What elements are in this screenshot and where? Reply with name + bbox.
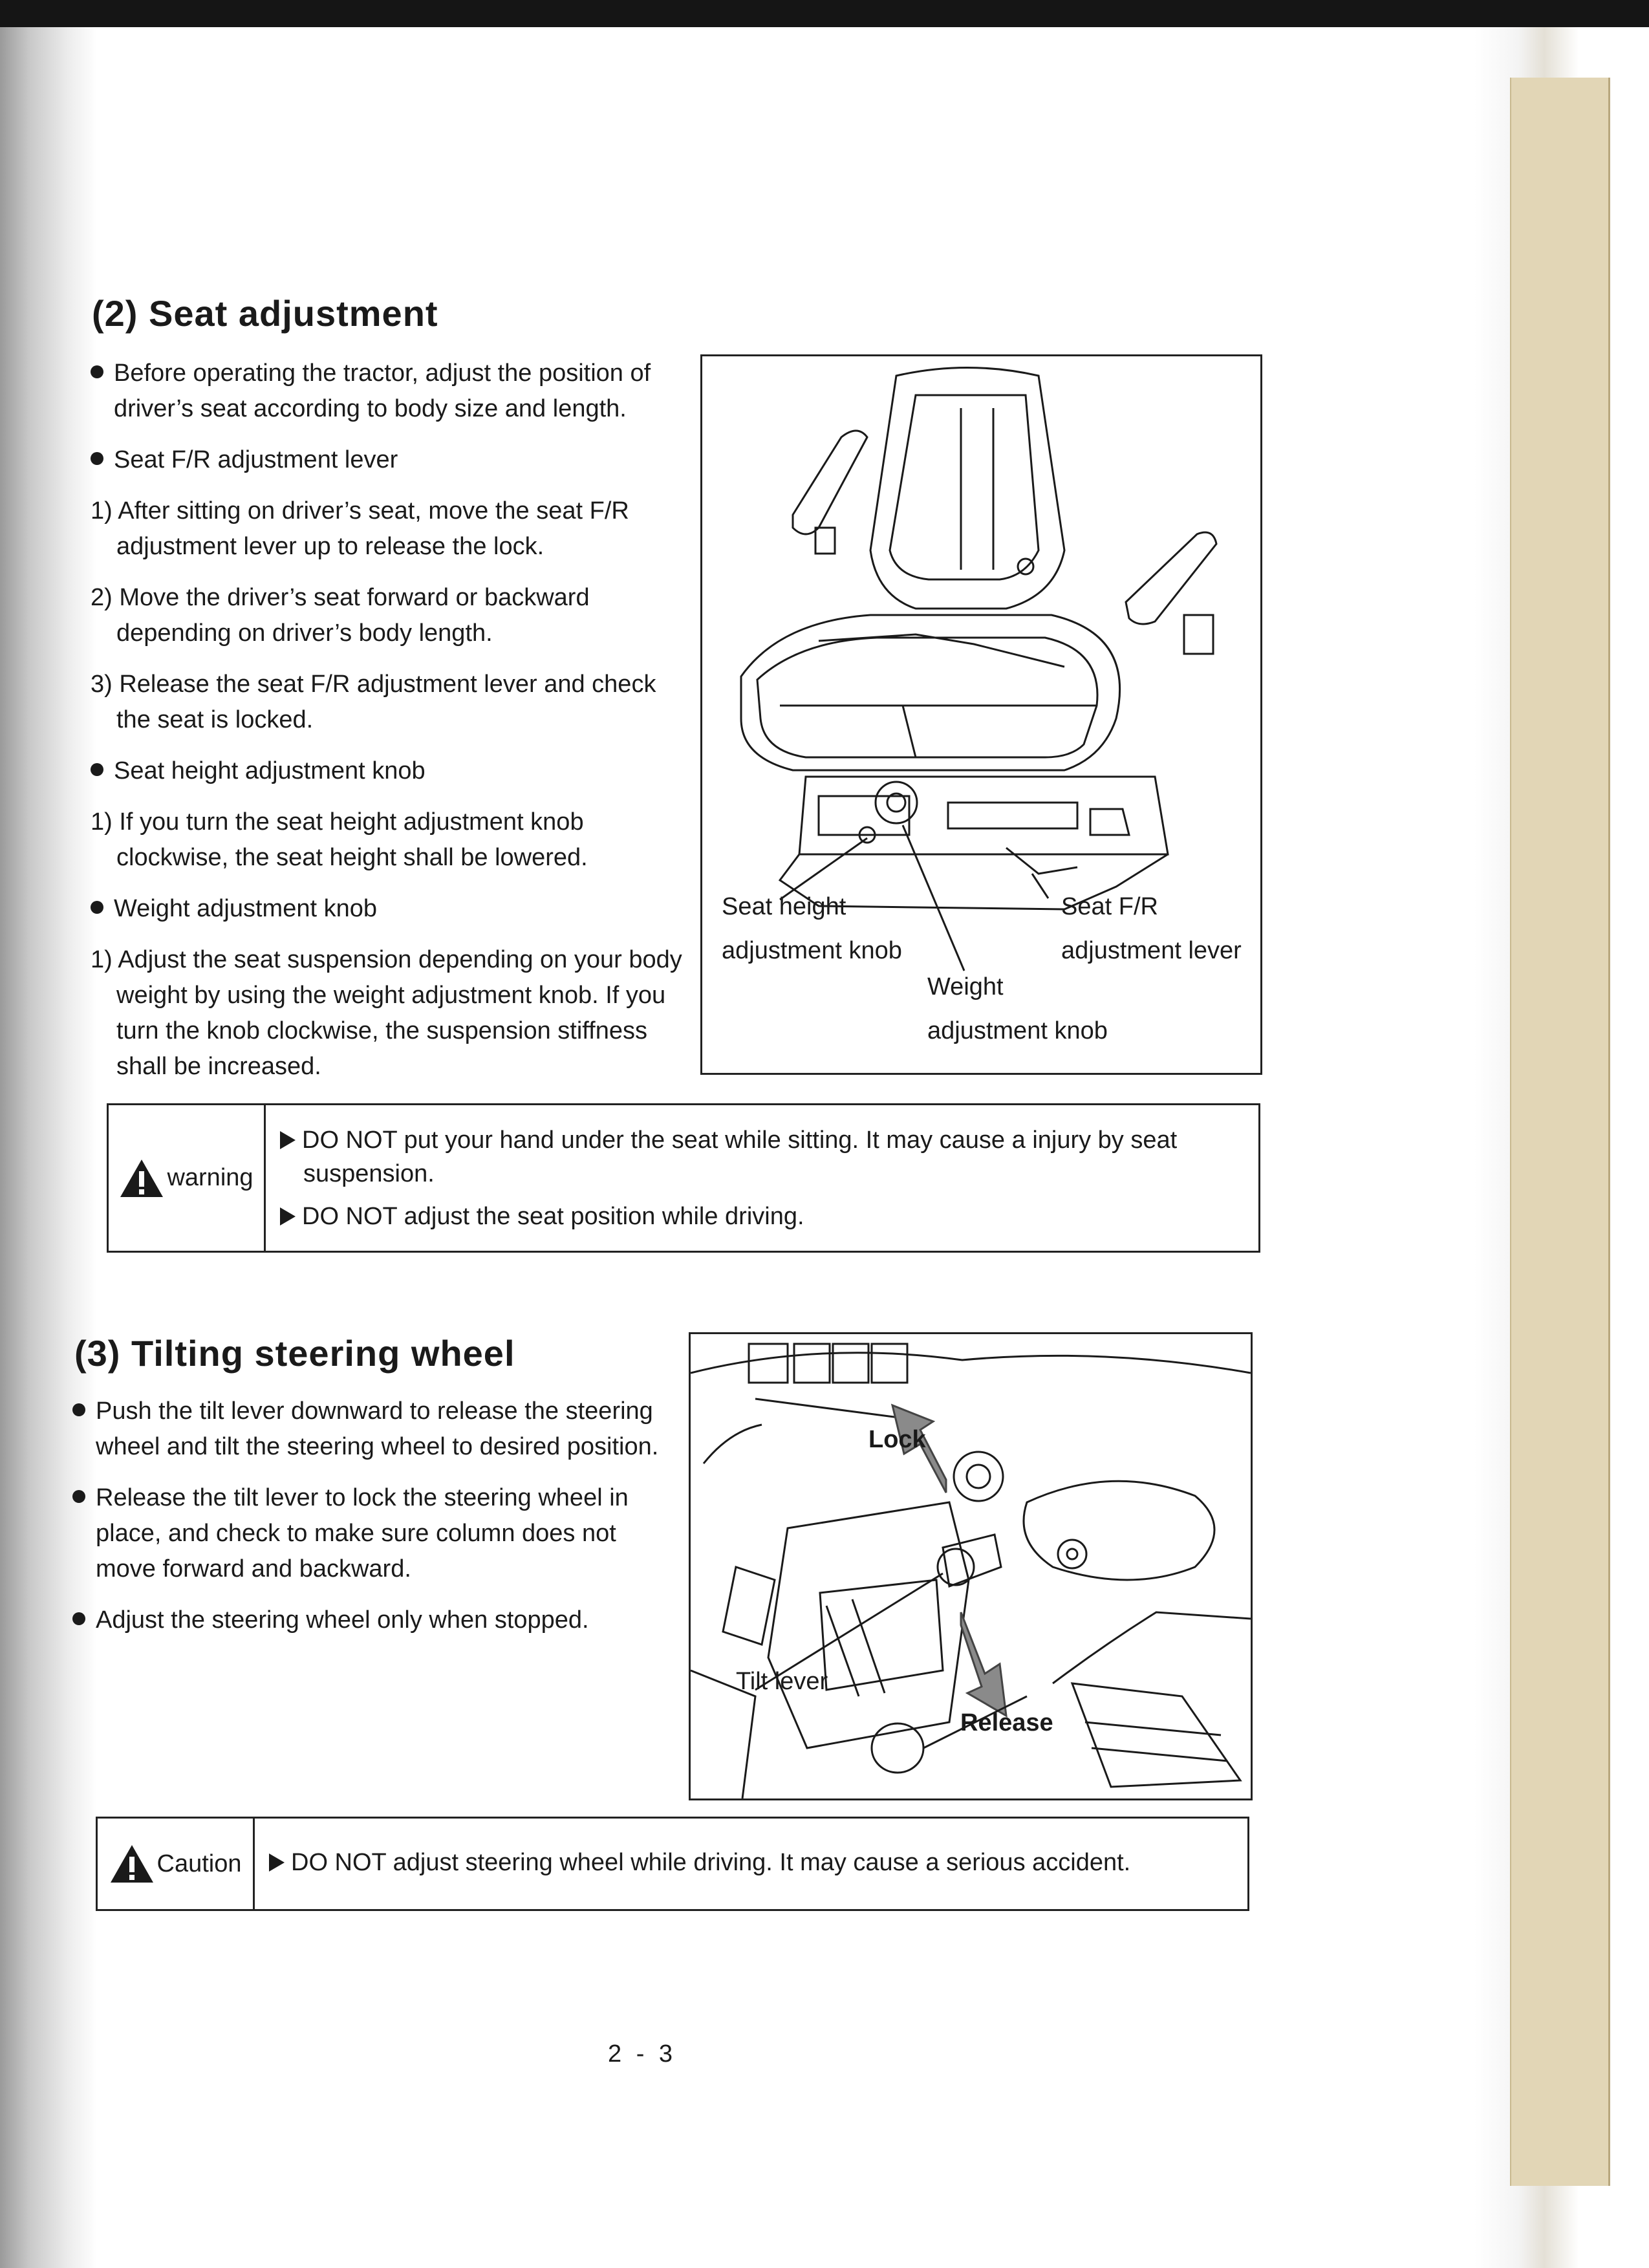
bullet-icon — [91, 901, 103, 914]
weight-label-2: adjustment knob — [927, 1017, 1108, 1044]
seat-height-label-1: Seat height — [722, 893, 846, 920]
list-item: 1) After sitting on driver’s seat, move the seat F/R adjustment lever up to release the lock. — [91, 497, 629, 560]
list-item: Seat height adjustment knob — [91, 753, 692, 789]
seat-section-heading: (2) Seat adjustment — [92, 293, 438, 334]
steering-section-heading: (3) Tilting steering wheel — [74, 1333, 515, 1374]
list-item: 2) Move the driver’s seat forward or backward depending on driver’s body length. — [91, 584, 590, 647]
bullet-icon — [91, 365, 103, 378]
bullet-icon — [72, 1612, 85, 1625]
warning-label-cell — [109, 1105, 266, 1251]
list-item: Before operating the tractor, adjust the position of driver’s seat according to body size and length. — [91, 356, 692, 427]
weight-label-1: Weight — [927, 973, 1004, 1000]
list-item: 1) Adjust the seat suspension depending on your body weight by using the weight adjustment knob. If you turn the knob clockwise, the suspension stiffness shall be increased. — [91, 946, 682, 1080]
page-number: 2 - 3 — [608, 2040, 677, 2068]
warning-line-1: DO NOT put your hand under the seat while sitting. It may cause a injury by seat suspension. — [280, 1123, 1237, 1191]
tilt-lever-label: Tilt lever — [736, 1668, 828, 1695]
caution-label-cell — [98, 1819, 255, 1909]
lock-label: Lock — [868, 1426, 926, 1453]
caution-message — [269, 1846, 1226, 1888]
list-item: Seat F/R adjustment lever — [91, 442, 692, 478]
seat-fr-label-1: Seat F/R — [1061, 893, 1158, 920]
steering-figure — [689, 1332, 1253, 1800]
list-item: Adjust the steering wheel only when stopped. — [72, 1603, 674, 1638]
seat-fr-label-2: adjustment lever — [1061, 937, 1242, 964]
list-item: Weight adjustment knob — [91, 891, 692, 927]
list-item: Release the tilt lever to lock the steering wheel in place, and check to make sure column does not move forward and backward. — [72, 1480, 674, 1587]
seat-section-text — [91, 356, 692, 1100]
steering-section-text — [72, 1394, 674, 1654]
caution-line-1: DO NOT adjust steering wheel while driving. It may cause a serious accident. — [269, 1846, 1226, 1879]
warning-box — [107, 1103, 1260, 1253]
list-item: Push the tilt lever downward to release the steering wheel and tilt the steering wheel to desired position. — [72, 1394, 674, 1465]
seat-figure — [700, 354, 1262, 1075]
list-item: 3) Release the seat F/R adjustment lever and check the seat is locked. — [91, 671, 656, 733]
caution-label: Caution — [156, 1850, 242, 1877]
arrow-right-icon — [280, 1131, 296, 1149]
warning-message — [280, 1123, 1237, 1242]
warning-label: warning — [167, 1164, 253, 1191]
release-label: Release — [960, 1709, 1053, 1736]
arrow-right-icon — [280, 1207, 296, 1226]
seat-height-label-2: adjustment knob — [722, 937, 902, 964]
caution-triangle-icon — [109, 1844, 155, 1884]
caution-box — [96, 1817, 1249, 1911]
bullet-icon — [72, 1490, 85, 1503]
list-item: 1) If you turn the seat height adjustment knob clockwise, the seat height shall be lowered. — [91, 808, 588, 871]
bullet-icon — [91, 763, 103, 776]
warning-triangle-icon — [119, 1158, 164, 1198]
arrow-right-icon — [269, 1853, 285, 1872]
warning-line-2: DO NOT adjust the seat position while driving. — [280, 1200, 1237, 1233]
bullet-icon — [91, 452, 103, 465]
bullet-icon — [72, 1403, 85, 1416]
